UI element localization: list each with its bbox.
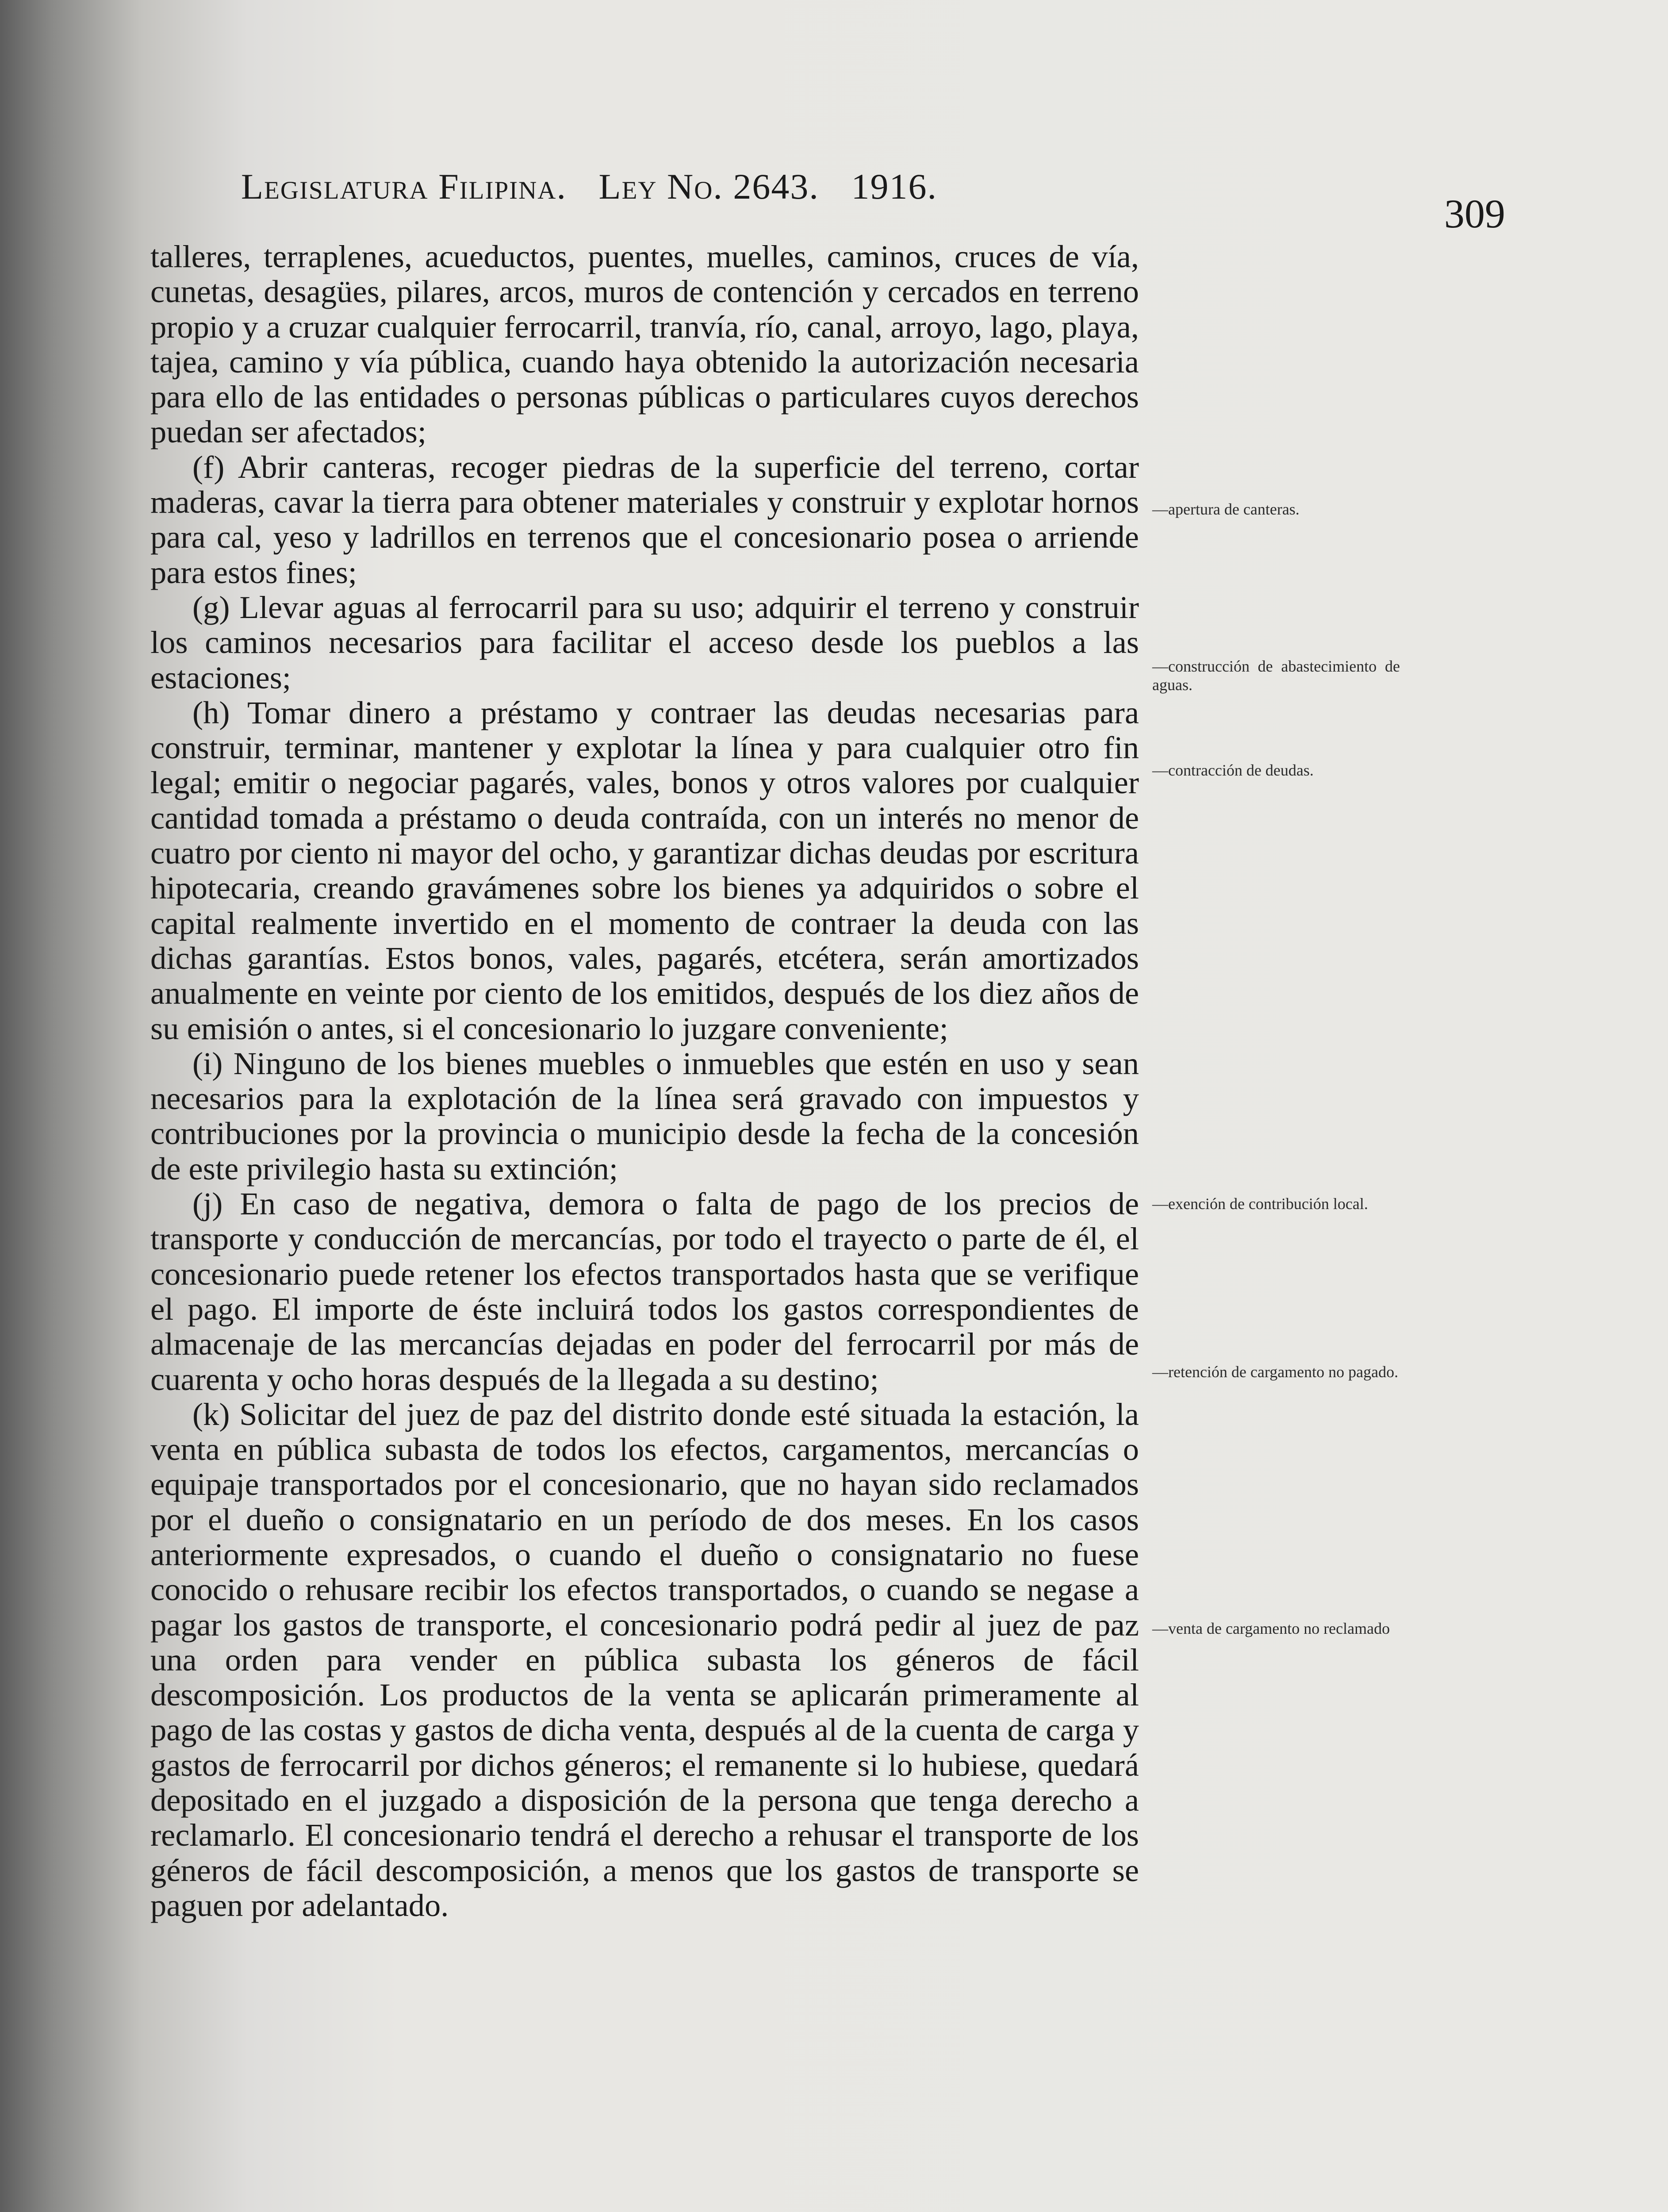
marginal-note-deudas: —contracción de deudas. xyxy=(1152,761,1314,779)
marginal-note-aguas: —construcción de abastecimiento de aguas. xyxy=(1152,657,1400,694)
paragraph-g: (g) Llevar aguas al ferrocarril para su uso; adquirir el terreno y construir los caminos necesarios para facilitar el acceso desde los pueblos a las estaciones; xyxy=(150,589,1139,695)
header-legislature: Legislatura Filipina. xyxy=(241,166,567,207)
header-law-number: Ley No. 2643. xyxy=(598,166,819,207)
running-header xyxy=(241,166,1051,207)
body-text xyxy=(150,239,1139,1923)
marginal-note-exencion: —exención de contribución local. xyxy=(1152,1195,1368,1213)
marginal-note-canteras: —apertura de canteras. xyxy=(1152,500,1300,518)
marginal-note-venta: —venta de cargamento no reclamado xyxy=(1152,1620,1390,1637)
paragraph-h: (h) Tomar dinero a préstamo y contraer las deudas necesarias para construir, terminar, mantener y explotar la línea y para cualquier otro fin legal; emitir o negociar pagarés, vales, bonos y otros valores por cualquier cantidad tomada a préstamo o deuda contraída, con un interés no menor de cuatro por ciento ni mayor del ocho, y garantizar dichas deudas por escritura hipotecaria, creando gravámenes sobre los bienes ya adquiridos o sobre el capital realmente invertido en el momento de contraer la deuda con las dichas garantías. Estos bonos, vales, pagarés, etcétera, serán amortizados anualmente en veinte por ciento de los emitidos, después de los diez años de su emisión o antes, si el concesionario lo juzgare conveniente; xyxy=(150,694,1139,1046)
paragraph-k: (k) Solicitar del juez de paz del distrito donde esté situada la estación, la venta en pública subasta de todos los efectos, cargamentos, mercancías o equipaje transportados por el concesionario, que no hayan sido reclamados por el dueño o consignatario en un período de dos meses. En los casos anteriormente expresados, o cuando el dueño o consignatario no fuese conocido o rehusare recibir los efectos transportados, o cuando se negase a pagar los gastos de transporte, el concesionario podrá pedir al juez de paz una orden para vender en pública subasta los géneros de fácil descomposición. Los productos de la venta se aplicarán primeramente al pago de las costas y gastos de dicha venta, después al de la cuenta de carga y gastos de ferrocarril por dichos géneros; el remanente si lo hubiese, quedará depositado en el juzgado a disposición de la persona que tenga derecho a reclamarlo. El concesionario tendrá el derecho a rehusar el transporte de los géneros de fácil descomposición, a menos que los gastos de transporte se paguen por adelantado. xyxy=(150,1396,1139,1923)
paragraph-j: (j) En caso de negativa, demora o falta de pago de los precios de transporte y conducción de mercancías, por todo el trayecto o parte de él, el concesionario puede retener los efectos transportados hasta que se verifique el pago. El importe de éste incluirá todos los gastos correspondientes de almacenaje de las mercancías dejadas en poder del ferrocarril por más de cuarenta y ocho horas después de la llegada a su destino; xyxy=(150,1186,1139,1397)
page-number: 309 xyxy=(1444,191,1505,236)
marginal-note-retencion: —retención de cargamento no pagado. xyxy=(1152,1363,1399,1381)
paragraph-continuation: talleres, terraplenes, acueductos, puentes, muelles, caminos, cruces de vía, cunetas, desagües, pilares, arcos, muros de contención y cercados en terreno propio y a cruzar cualquier ferrocarril, tranvía, río, canal, arroyo, lago, playa, tajea, camino y vía pública, cuando haya obtenido la autorización necesaria para ello de las entidades o personas públicas o particulares cuyos derechos puedan ser afectados; xyxy=(150,238,1139,450)
paragraph-f: (f) Abrir canteras, recoger piedras de la superficie del terreno, cortar maderas, cavar la tierra para obtener materiales y construir y explotar hornos para cal, yeso y ladrillos en terrenos que el concesionario posea o arriende para estos fines; xyxy=(150,449,1139,590)
paragraph-i: (i) Ninguno de los bienes muebles o inmuebles que estén en uso y sean necesarios para la explotación de la línea será gravado con impuestos y contribuciones por la provincia o municipio desde la fecha de la concesión de este privilegio hasta su extinción; xyxy=(150,1045,1139,1187)
header-year: 1916. xyxy=(851,166,937,207)
